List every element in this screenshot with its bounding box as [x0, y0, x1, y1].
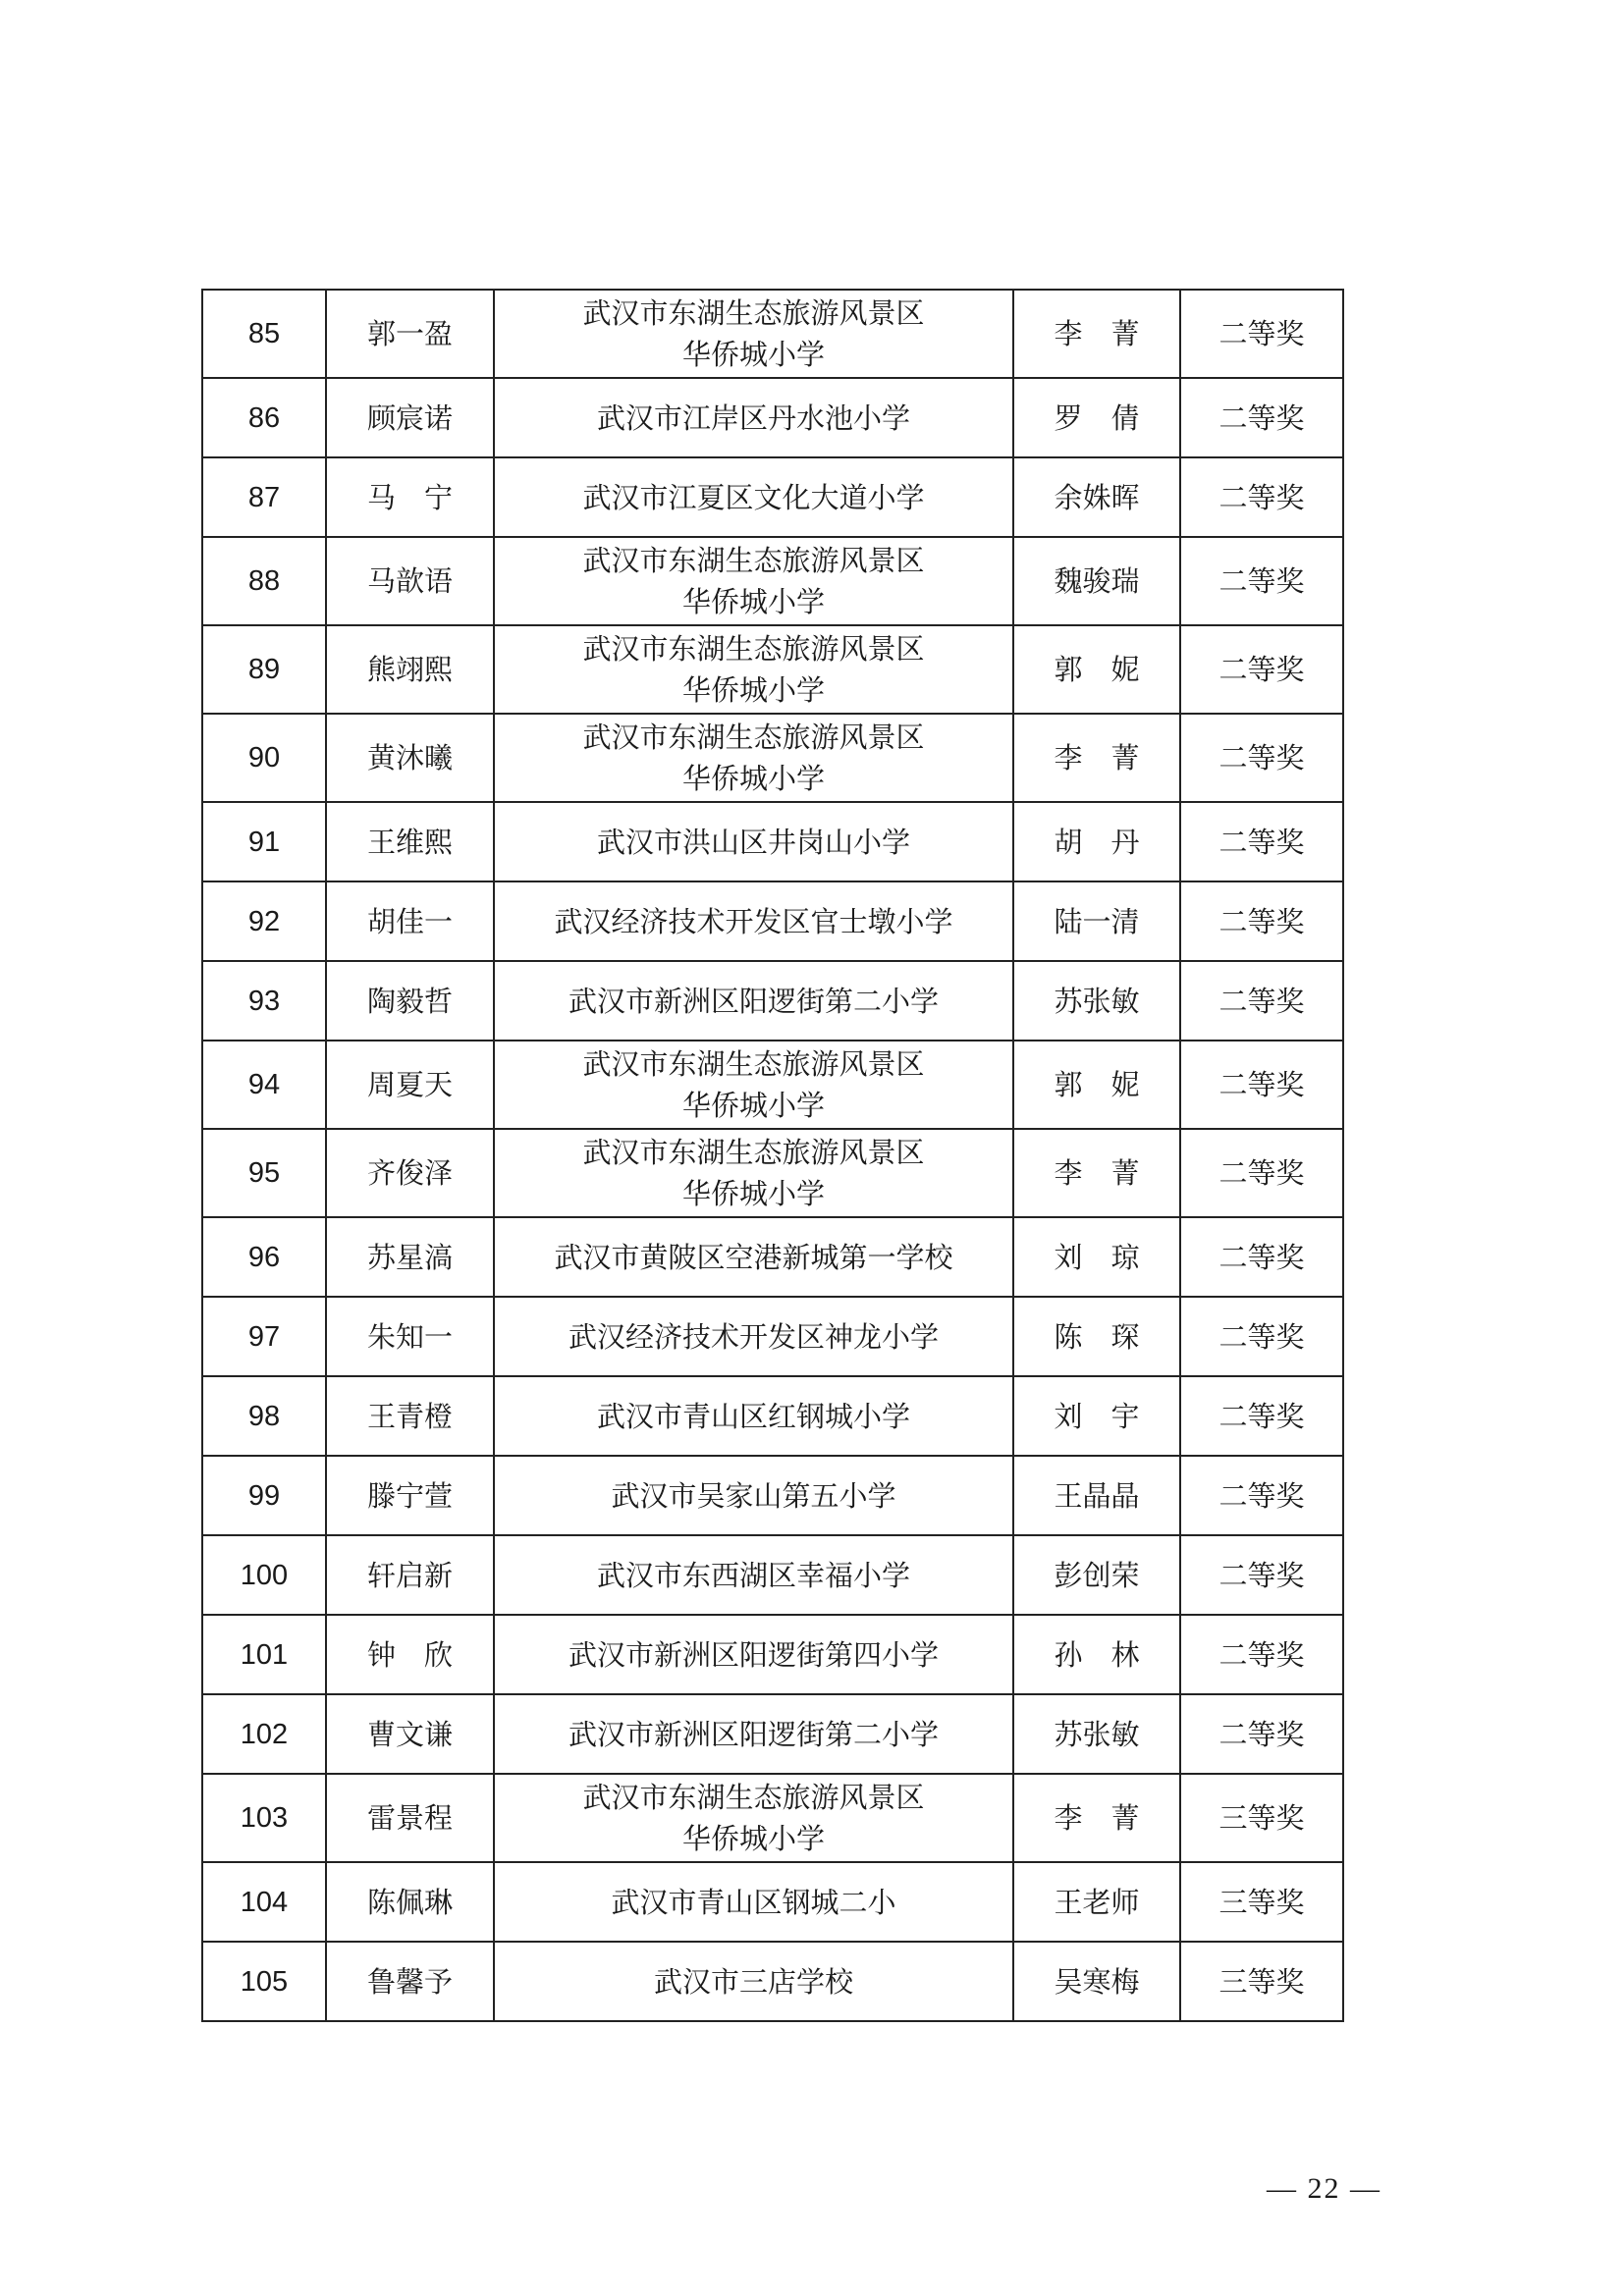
table-row: [202, 1297, 1343, 1376]
row-number-cell: 89: [202, 625, 326, 714]
teacher-name-cell: 李 菁: [1013, 290, 1180, 378]
school-cell: [494, 1376, 1013, 1456]
school-name-line: 华侨城小学: [681, 1089, 825, 1122]
award-level-cell: 二等奖: [1180, 961, 1343, 1041]
school-name-line: 武汉市三店学校: [653, 1964, 853, 1999]
row-number-cell: 93: [202, 961, 326, 1041]
school-cell: [494, 1942, 1013, 2021]
student-name-cell: 陶毅哲: [326, 961, 494, 1041]
award-level-cell: 二等奖: [1180, 1456, 1343, 1535]
student-name-cell: 齐俊泽: [326, 1129, 494, 1217]
teacher-name-cell: 胡 丹: [1013, 802, 1180, 881]
school-name-line: 武汉市江夏区文化大道小学: [582, 480, 925, 514]
table-row: [202, 1694, 1343, 1774]
school-name-line: 武汉市东湖生态旅游风景区: [582, 721, 925, 754]
teacher-name-cell: 陈 琛: [1013, 1297, 1180, 1376]
school-cell: [494, 1456, 1013, 1535]
student-name-cell: 曹文谦: [326, 1694, 494, 1774]
school-cell: [494, 714, 1013, 802]
student-name-cell: 陈佩琳: [326, 1862, 494, 1942]
teacher-name-cell: 王晶晶: [1013, 1456, 1180, 1535]
award-level-cell: 二等奖: [1180, 1217, 1343, 1297]
school-name-line: 华侨城小学: [681, 762, 825, 795]
school-name-line: 武汉经济技术开发区神龙小学: [568, 1319, 939, 1354]
award-level-cell: 二等奖: [1180, 457, 1343, 537]
row-number-cell: 95: [202, 1129, 326, 1217]
student-name-cell: 雷景程: [326, 1774, 494, 1862]
teacher-name-cell: 李 菁: [1013, 1774, 1180, 1862]
table-row: [202, 1129, 1343, 1217]
table-row: [202, 1942, 1343, 2021]
student-name-cell: 胡佳一: [326, 881, 494, 961]
table-row: [202, 1774, 1343, 1862]
row-number-cell: 94: [202, 1041, 326, 1129]
awards-table: [201, 289, 1344, 2022]
teacher-name-cell: 郭 妮: [1013, 625, 1180, 714]
teacher-name-cell: 余姝晖: [1013, 457, 1180, 537]
school-name-line: 华侨城小学: [681, 1177, 825, 1210]
school-name-line: 武汉市东湖生态旅游风景区: [582, 632, 925, 666]
teacher-name-cell: 苏张敏: [1013, 1694, 1180, 1774]
award-level-cell: 二等奖: [1180, 802, 1343, 881]
award-level-cell: 二等奖: [1180, 1297, 1343, 1376]
teacher-name-cell: 彭创荣: [1013, 1535, 1180, 1615]
row-number-cell: 99: [202, 1456, 326, 1535]
award-level-cell: 二等奖: [1180, 1694, 1343, 1774]
row-number-cell: 98: [202, 1376, 326, 1456]
teacher-name-cell: 陆一清: [1013, 881, 1180, 961]
award-level-cell: 二等奖: [1180, 714, 1343, 802]
row-number-cell: 87: [202, 457, 326, 537]
school-name-line: 武汉市吴家山第五小学: [611, 1478, 896, 1513]
row-number-cell: 103: [202, 1774, 326, 1862]
teacher-name-cell: 刘 宇: [1013, 1376, 1180, 1456]
school-name-line: 武汉市新洲区阳逻街第二小学: [568, 1717, 939, 1751]
table-row: [202, 625, 1343, 714]
school-cell: [494, 1774, 1013, 1862]
school-name-line: 武汉市洪山区井岗山小学: [596, 825, 910, 859]
student-name-cell: 熊翊熙: [326, 625, 494, 714]
award-level-cell: 三等奖: [1180, 1774, 1343, 1862]
school-cell: [494, 1862, 1013, 1942]
row-number-cell: 85: [202, 290, 326, 378]
row-number-cell: 86: [202, 378, 326, 457]
row-number-cell: 105: [202, 1942, 326, 2021]
school-cell: [494, 537, 1013, 625]
school-cell: [494, 1129, 1013, 1217]
teacher-name-cell: 王老师: [1013, 1862, 1180, 1942]
school-cell: [494, 290, 1013, 378]
student-name-cell: 黄沐曦: [326, 714, 494, 802]
student-name-cell: 鲁馨予: [326, 1942, 494, 2021]
school-cell: [494, 1217, 1013, 1297]
award-level-cell: 二等奖: [1180, 290, 1343, 378]
school-name-line: 华侨城小学: [681, 338, 825, 371]
award-level-cell: 二等奖: [1180, 1376, 1343, 1456]
teacher-name-cell: 李 菁: [1013, 1129, 1180, 1217]
table-row: [202, 1535, 1343, 1615]
table-row: [202, 961, 1343, 1041]
award-level-cell: 二等奖: [1180, 1129, 1343, 1217]
teacher-name-cell: 魏骏瑞: [1013, 537, 1180, 625]
student-name-cell: 顾宸诺: [326, 378, 494, 457]
row-number-cell: 104: [202, 1862, 326, 1942]
table-row: [202, 1376, 1343, 1456]
row-number-cell: 88: [202, 537, 326, 625]
award-level-cell: 三等奖: [1180, 1942, 1343, 2021]
table-row: [202, 714, 1343, 802]
school-cell: [494, 625, 1013, 714]
school-name-line: 华侨城小学: [681, 673, 825, 707]
table-row: [202, 1217, 1343, 1297]
school-cell: [494, 1694, 1013, 1774]
row-number-cell: 100: [202, 1535, 326, 1615]
award-level-cell: 二等奖: [1180, 1535, 1343, 1615]
table-row: [202, 881, 1343, 961]
award-level-cell: 二等奖: [1180, 881, 1343, 961]
school-cell: [494, 457, 1013, 537]
award-level-cell: 三等奖: [1180, 1862, 1343, 1942]
student-name-cell: 轩启新: [326, 1535, 494, 1615]
student-name-cell: 苏星滈: [326, 1217, 494, 1297]
table-row: [202, 1041, 1343, 1129]
table-row: [202, 1456, 1343, 1535]
student-name-cell: 朱知一: [326, 1297, 494, 1376]
row-number-cell: 92: [202, 881, 326, 961]
school-cell: [494, 1615, 1013, 1694]
row-number-cell: 101: [202, 1615, 326, 1694]
table-row: [202, 1615, 1343, 1694]
teacher-name-cell: 吴寒梅: [1013, 1942, 1180, 2021]
school-name-line: 武汉市东湖生态旅游风景区: [582, 1781, 925, 1814]
table-row: [202, 537, 1343, 625]
row-number-cell: 90: [202, 714, 326, 802]
school-name-line: 武汉市青山区钢城二小: [611, 1885, 896, 1919]
student-name-cell: 郭一盈: [326, 290, 494, 378]
student-name-cell: 钟 欣: [326, 1615, 494, 1694]
school-cell: [494, 1535, 1013, 1615]
school-name-line: 武汉经济技术开发区官士墩小学: [554, 904, 953, 938]
school-name-line: 武汉市青山区红钢城小学: [596, 1399, 910, 1433]
row-number-cell: 97: [202, 1297, 326, 1376]
teacher-name-cell: 孙 林: [1013, 1615, 1180, 1694]
table-row: [202, 457, 1343, 537]
student-name-cell: 滕宁萱: [326, 1456, 494, 1535]
awards-table-body: [202, 290, 1343, 2021]
student-name-cell: 王青橙: [326, 1376, 494, 1456]
school-name-line: 华侨城小学: [681, 1822, 825, 1855]
award-level-cell: 二等奖: [1180, 1041, 1343, 1129]
teacher-name-cell: 苏张敏: [1013, 961, 1180, 1041]
school-name-line: 武汉市东湖生态旅游风景区: [582, 1047, 925, 1081]
school-name-line: 武汉市黄陂区空港新城第一学校: [554, 1240, 953, 1274]
school-cell: [494, 1297, 1013, 1376]
school-cell: [494, 881, 1013, 961]
teacher-name-cell: 郭 妮: [1013, 1041, 1180, 1129]
page-number: — 22 —: [1267, 2172, 1381, 2205]
teacher-name-cell: 罗 倩: [1013, 378, 1180, 457]
award-level-cell: 二等奖: [1180, 625, 1343, 714]
student-name-cell: 王维熙: [326, 802, 494, 881]
student-name-cell: 马 宁: [326, 457, 494, 537]
school-name-line: 武汉市东湖生态旅游风景区: [582, 296, 925, 330]
row-number-cell: 91: [202, 802, 326, 881]
school-cell: [494, 378, 1013, 457]
school-name-line: 武汉市东西湖区幸福小学: [596, 1558, 910, 1592]
school-name-line: 武汉市东湖生态旅游风景区: [582, 1136, 925, 1169]
school-name-line: 华侨城小学: [681, 585, 825, 618]
row-number-cell: 102: [202, 1694, 326, 1774]
student-name-cell: 马歆语: [326, 537, 494, 625]
award-level-cell: 二等奖: [1180, 1615, 1343, 1694]
table-row: [202, 378, 1343, 457]
teacher-name-cell: 刘 琼: [1013, 1217, 1180, 1297]
school-cell: [494, 802, 1013, 881]
student-name-cell: 周夏天: [326, 1041, 494, 1129]
school-name-line: 武汉市江岸区丹水池小学: [596, 400, 910, 435]
table-row: [202, 802, 1343, 881]
school-cell: [494, 961, 1013, 1041]
table-row: [202, 290, 1343, 378]
award-level-cell: 二等奖: [1180, 537, 1343, 625]
award-level-cell: 二等奖: [1180, 378, 1343, 457]
school-name-line: 武汉市新洲区阳逻街第四小学: [568, 1637, 939, 1672]
teacher-name-cell: 李 菁: [1013, 714, 1180, 802]
school-name-line: 武汉市东湖生态旅游风景区: [582, 544, 925, 577]
school-name-line: 武汉市新洲区阳逻街第二小学: [568, 984, 939, 1018]
table-row: [202, 1862, 1343, 1942]
row-number-cell: 96: [202, 1217, 326, 1297]
school-cell: [494, 1041, 1013, 1129]
